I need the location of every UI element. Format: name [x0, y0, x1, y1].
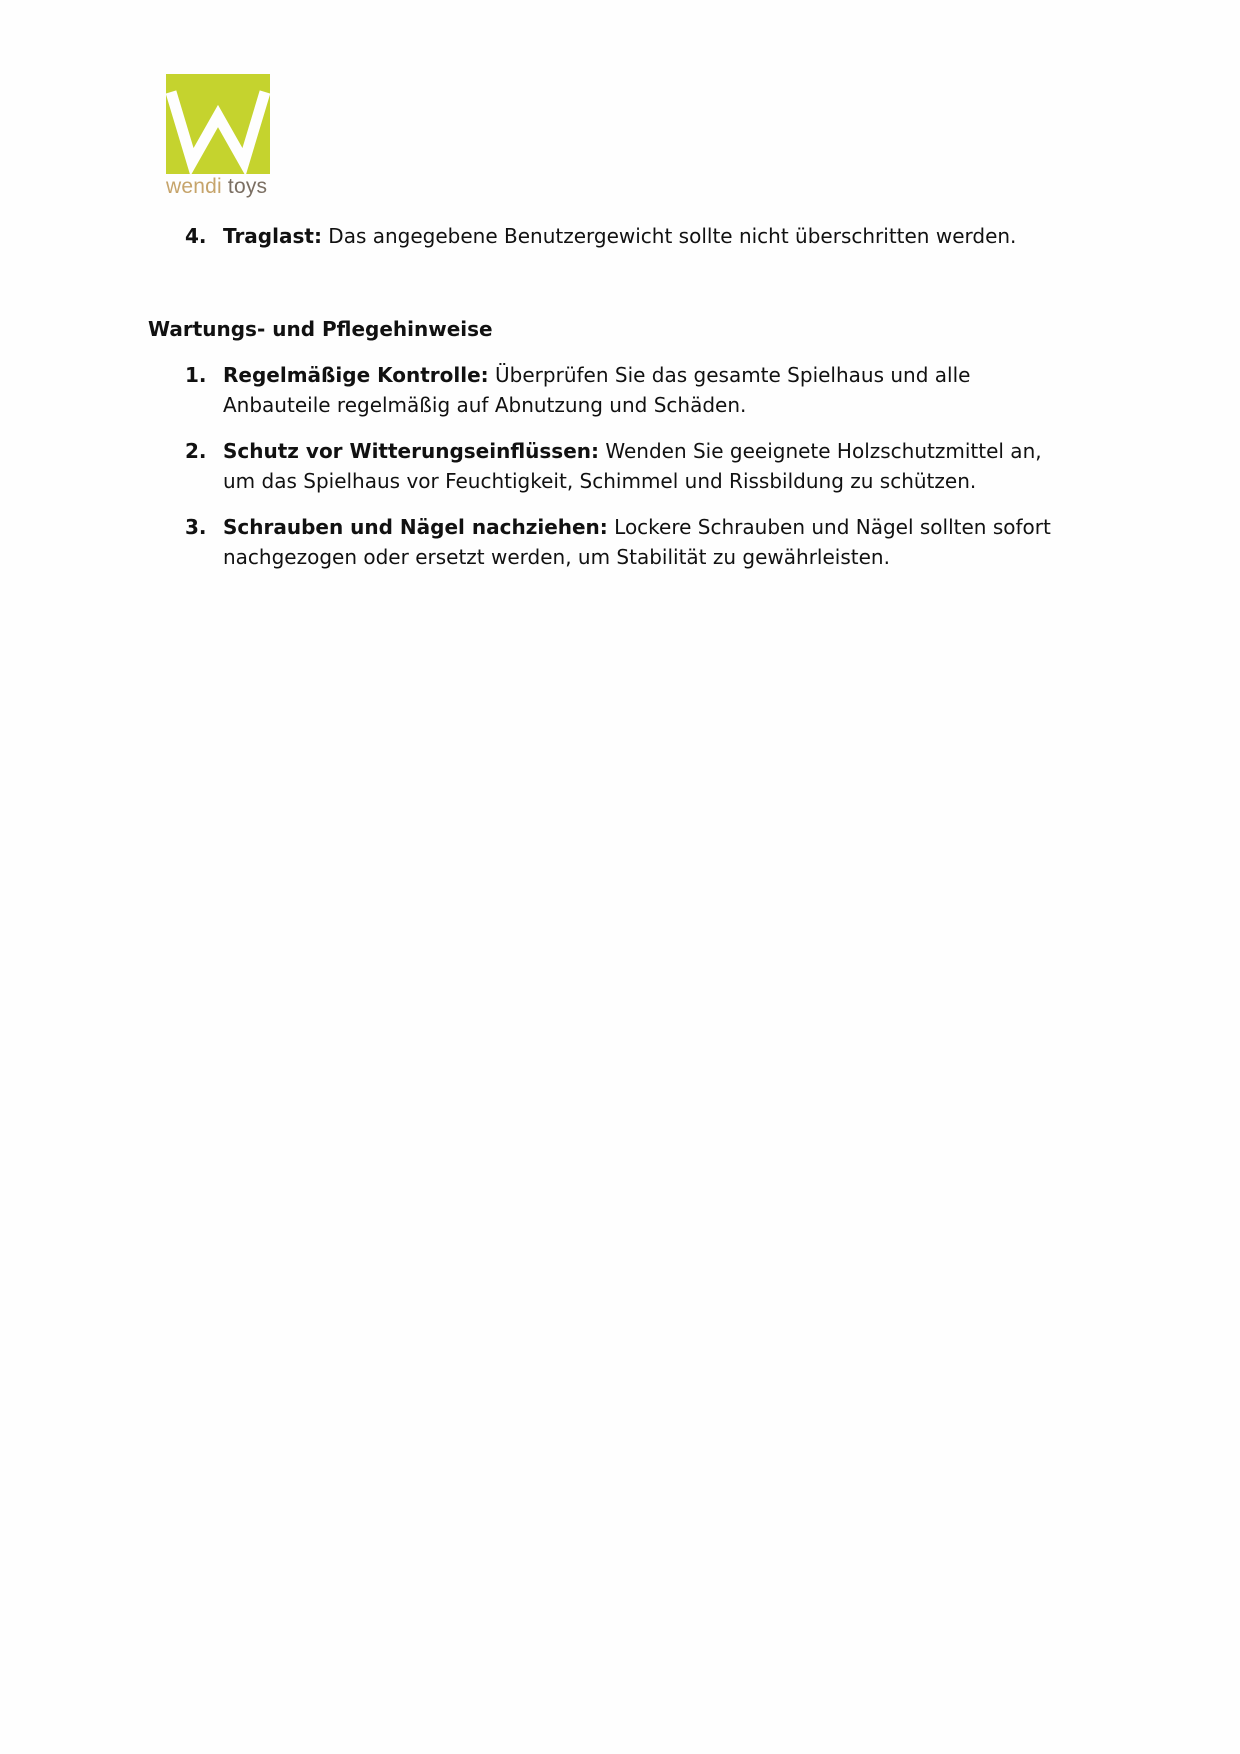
logo-wordmark — [166, 174, 286, 200]
top-list — [148, 221, 1078, 251]
item-text: Überprüfen Sie das gesamte Spielhaus und alle Anbauteile regelmäßig auf Abnutzung und Schäden. — [223, 363, 971, 417]
list-item — [148, 436, 1078, 496]
item-term: Regelmäßige Kontrolle: — [223, 363, 489, 387]
item-text: Wenden Sie geeignete Holzschutzmittel an, um das Spielhaus vor Feuchtigkeit, Schimmel und Rissbildung zu schützen. — [223, 439, 1042, 493]
item-term: Schutz vor Witterungseinflüssen: — [223, 439, 599, 463]
item-term: Schrauben und Nägel nachziehen: — [223, 515, 608, 539]
wendi-toys-logo — [166, 74, 278, 204]
item-number: 3. — [185, 515, 207, 539]
item-text: Das angegebene Benutzergewicht sollte nicht überschritten werden. — [321, 224, 1017, 248]
item-text: Lockere Schrauben und Nägel sollten sofort nachgezogen oder ersetzt werden, um Stabilität zu gewährleisten. — [223, 515, 1051, 569]
maintenance-list — [148, 360, 1078, 588]
item-number: 4. — [185, 224, 207, 248]
section-heading: Wartungs- und Pflegehinweise — [148, 317, 493, 341]
list-item — [148, 512, 1078, 572]
w-mark-icon — [166, 74, 270, 174]
logo-toys-text: toys — [227, 175, 268, 198]
list-item — [148, 360, 1078, 420]
list-item — [148, 221, 1078, 251]
item-number: 2. — [185, 439, 207, 463]
logo-wendi-text: wendi — [166, 175, 222, 198]
item-number: 1. — [185, 363, 207, 387]
item-term: Traglast: — [223, 224, 322, 248]
